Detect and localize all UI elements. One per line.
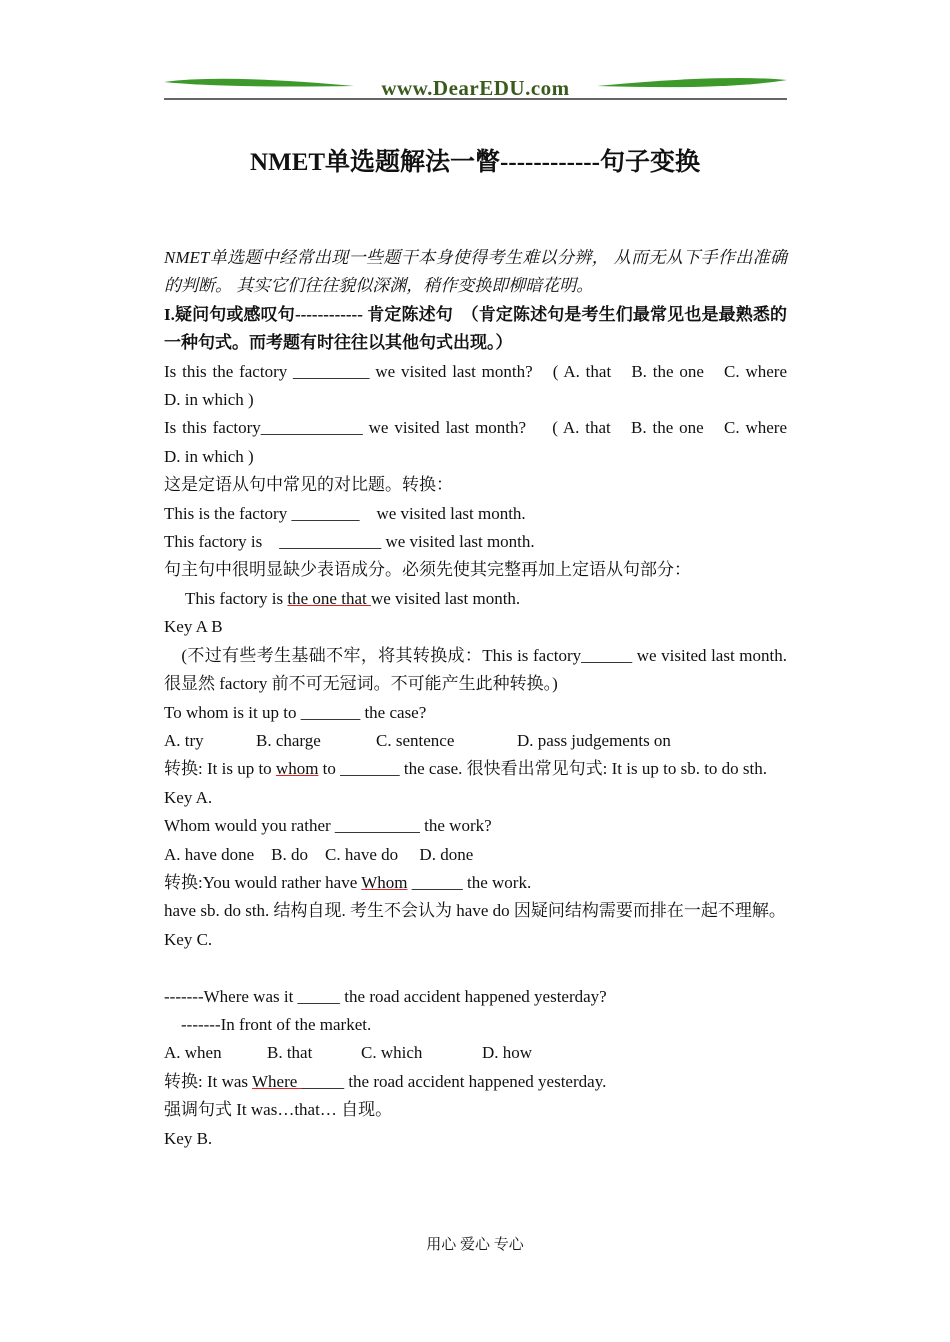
q1-transform-1: This is the factory ________ we visited last month. bbox=[164, 503, 526, 523]
question-1a: Is this the factory _________ we visited last month? ( A. that B. the one C. where D. in which ) bbox=[164, 361, 804, 410]
site-header bbox=[164, 70, 787, 102]
section-heading: I.疑问句或感叹句------------ 肯定陈述句 （肯定陈述句是考生们最常见也是最熟悉的一种句式。而考题有时往往以其他句式出现。） bbox=[164, 304, 787, 353]
document-title: NMET单选题解法一瞥------------句子变换 bbox=[250, 149, 700, 176]
q1-t3-pre: This factory is bbox=[164, 588, 288, 608]
q4-option-d: D. how bbox=[482, 1043, 533, 1063]
q2-conv-pre: 转换: It is up to bbox=[164, 759, 276, 779]
page-footer: 用心 爱心 专心 bbox=[426, 1237, 524, 1253]
q4-option-a: A. when bbox=[164, 1043, 222, 1063]
q4-option-b: B. that bbox=[267, 1043, 313, 1063]
document-body bbox=[164, 244, 804, 1153]
q1-transform-3 bbox=[164, 585, 787, 613]
q1-transform-2: This factory is ____________ we visited last month. bbox=[164, 532, 535, 552]
question-4: -------Where was it _____ the road accident happened yesterday? bbox=[164, 986, 607, 1006]
q2-option-b: B. charge bbox=[256, 730, 321, 750]
q1-remark: (不过有些考生基础不牢，将其转换成：This is factory______ we visited last month. 很显然 factory 前不可无冠词。不可能产生此种转换。) bbox=[164, 645, 787, 694]
q2-options bbox=[164, 727, 787, 755]
q3-options: A. have done B. do C. have do D. done bbox=[164, 844, 474, 864]
q4-key: Key B. bbox=[164, 1128, 213, 1148]
q4-conv-underlined: Where bbox=[252, 1071, 302, 1091]
q4-answer: -------In front of the market. bbox=[164, 1014, 372, 1034]
q2-conv-underlined: whom bbox=[275, 759, 319, 779]
q2-conv-post: to _______ the case. 很快看出常见句式: It is up to sb. to do sth. bbox=[318, 759, 768, 779]
q3-conv-post: ______ the work. bbox=[407, 872, 532, 892]
q2-option-a: A. try bbox=[164, 730, 204, 750]
question-1b: Is this factory____________ we visited last month? ( A. that B. the one C. where D. in which ) bbox=[164, 418, 804, 466]
q3-remark: have sb. do sth. 结构自现. 考生不会认为 have do 因疑问结构需要而排在一起不理解。 bbox=[164, 901, 786, 921]
q3-conversion bbox=[164, 869, 787, 897]
intro-paragraph: NMET单选题中经常出现一些题干本身使得考生难以分辨， 从而无从下手作出准确的判断。 其实它们往往貌似深渊，稍作变换即柳暗花明。 bbox=[164, 248, 787, 296]
q2-option-c: C. sentence bbox=[376, 730, 455, 750]
q3-key: Key C. bbox=[164, 929, 213, 949]
q1-t3-post: we visited last month. bbox=[370, 588, 521, 608]
q2-option-d: D. pass judgements on bbox=[517, 730, 671, 750]
spacer bbox=[164, 954, 787, 982]
site-logo-text[interactable]: www.DearEDU.com bbox=[381, 76, 570, 100]
q1-note-2: 句主句中很明显缺少表语成分。必须先使其完整再加上定语从句部分： bbox=[164, 560, 691, 580]
q1-t3-underlined: the one that bbox=[287, 588, 371, 608]
q1-note: 这是定语从句中常见的对比题。转换： bbox=[164, 475, 453, 495]
q4-conversion bbox=[164, 1068, 787, 1096]
question-3: Whom would you rather __________ the work? bbox=[164, 816, 492, 836]
q1-key: Key A B bbox=[164, 617, 223, 637]
q4-conv-pre: 转换: It was bbox=[164, 1071, 252, 1091]
question-2: To whom is it up to _______ the case? bbox=[164, 702, 427, 722]
q3-conv-pre: 转换:You would rather have bbox=[164, 872, 362, 892]
q4-conv-post: _____ the road accident happened yesterday. bbox=[301, 1071, 607, 1091]
q4-options bbox=[164, 1039, 787, 1067]
q2-key: Key A. bbox=[164, 787, 213, 807]
q4-option-c: C. which bbox=[361, 1043, 423, 1063]
q3-conv-underlined: Whom bbox=[361, 872, 408, 892]
q4-remark: 强调句式 It was…that… 自现。 bbox=[164, 1100, 393, 1120]
q2-conversion bbox=[164, 755, 787, 783]
